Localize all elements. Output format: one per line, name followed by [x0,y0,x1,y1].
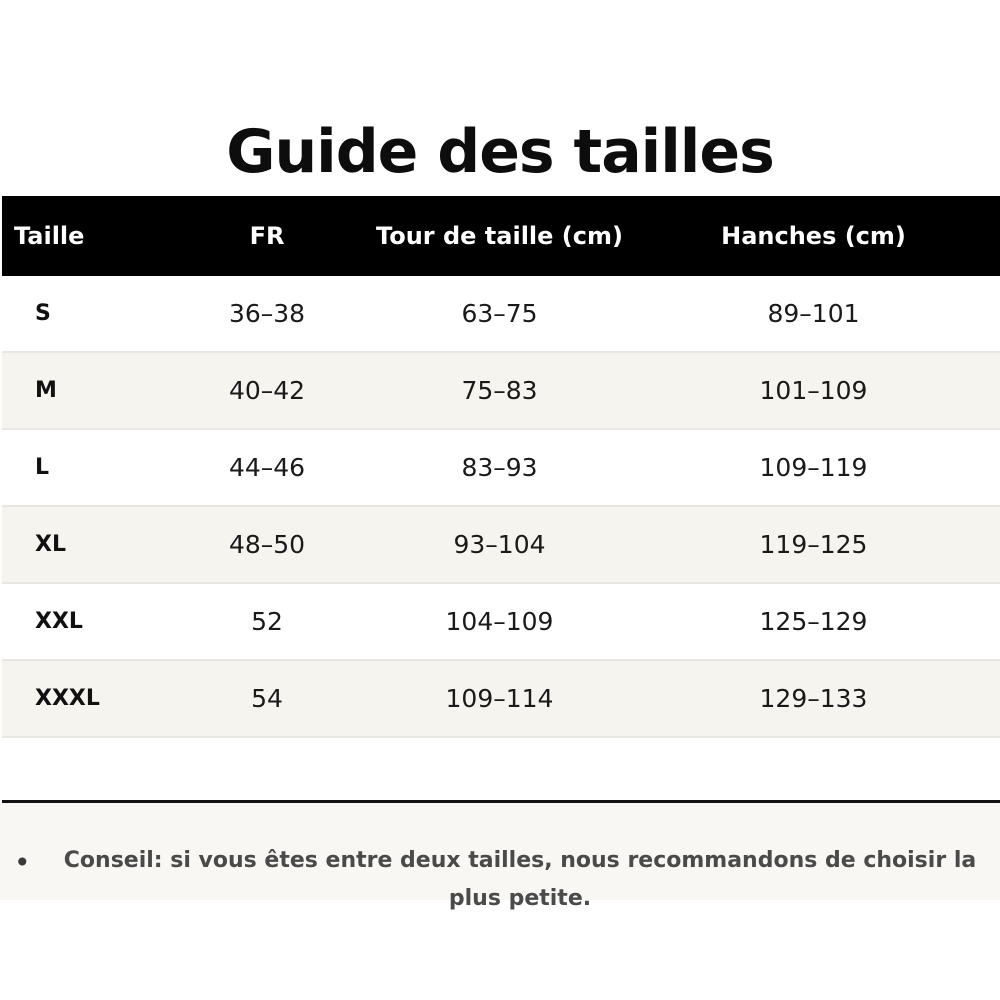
page-title: Guide des tailles [226,117,774,188]
hips-range: 109–119 [759,453,868,482]
header-taille: Taille [14,222,85,250]
waist-range: 109–114 [445,684,554,713]
hips-range: 129–133 [759,684,868,713]
bullet-icon: • [14,846,31,879]
waist-range: 83–93 [461,453,538,482]
table-row [2,584,1000,661]
hips-range: 101–109 [759,376,868,405]
fr-size: 44–46 [228,453,306,482]
table-header [2,196,1000,276]
fr-size: 36–38 [228,299,306,328]
table-row [2,353,1000,430]
tip-text: Conseil: si vous êtes entre deux tailles, nous recommandons de choisir la plus petite. [63,848,977,911]
waist-range: 93–104 [453,530,546,559]
table-row [2,276,1000,353]
fr-size: 54 [251,684,283,713]
header-tour-de-taille: Tour de taille (cm) [376,222,623,250]
size-table [2,196,1000,738]
table-row [2,661,1000,738]
size-label: XXL [35,609,83,634]
header-fr: FR [249,222,285,250]
fr-size: 48–50 [228,530,306,559]
waist-range: 104–109 [445,607,554,636]
hips-range: 125–129 [759,607,868,636]
waist-range: 75–83 [461,376,538,405]
header-hanches: Hanches (cm) [721,222,906,250]
fr-size: 40–42 [228,376,306,405]
size-label: L [35,455,50,480]
size-label: S [35,301,51,326]
table-row [2,507,1000,584]
table-row [2,430,1000,507]
fr-size: 52 [251,607,283,636]
hips-range: 89–101 [767,299,860,328]
hips-range: 119–125 [759,530,868,559]
size-label: M [35,378,57,403]
size-label: XXXL [35,686,100,711]
waist-range: 63–75 [461,299,538,328]
size-label: XL [35,532,66,557]
